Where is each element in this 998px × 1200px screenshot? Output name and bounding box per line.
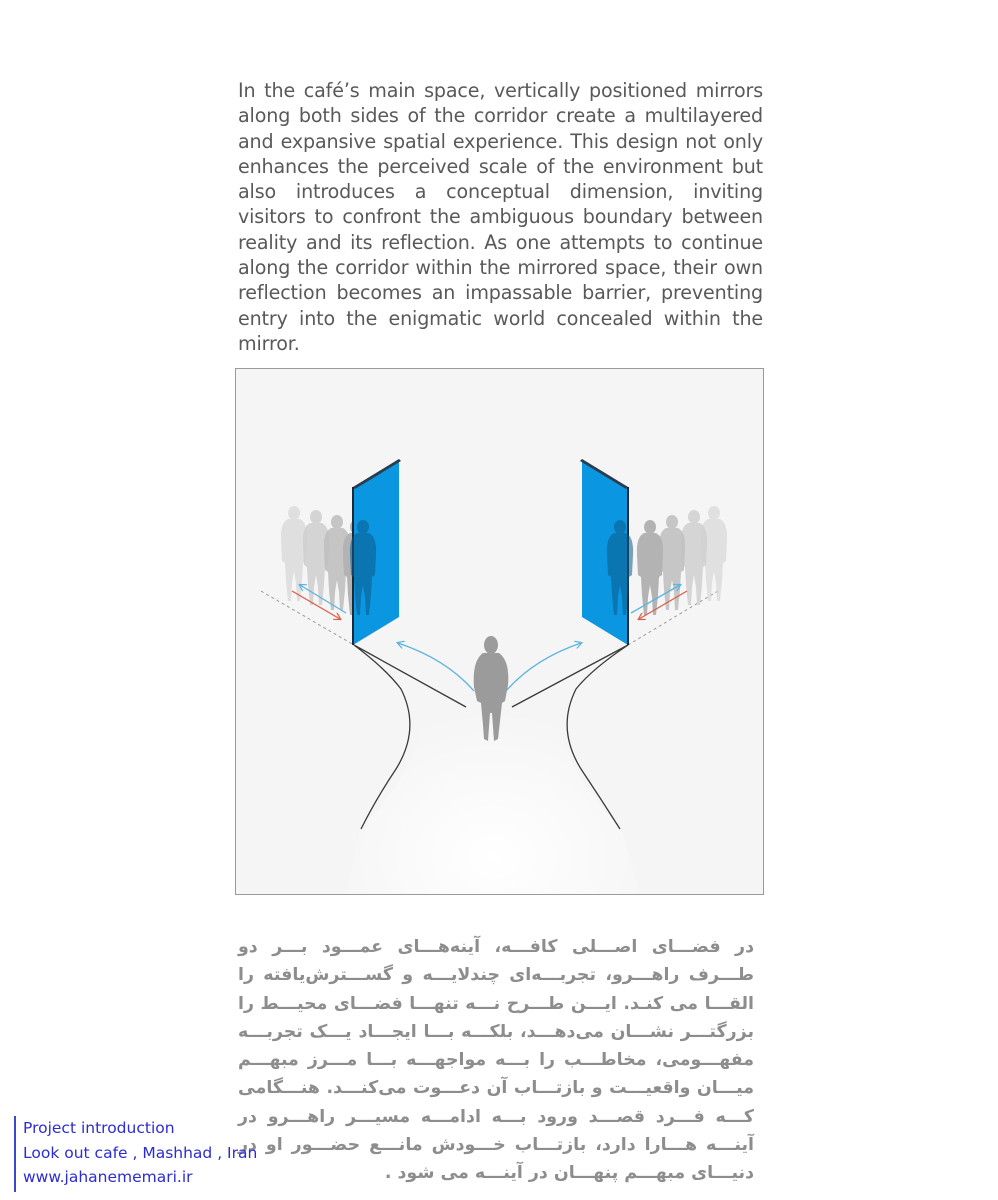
- credits-block: [14, 1116, 257, 1192]
- credits-project-introduction: Project introduction: [23, 1119, 175, 1137]
- reflection-figures-right: [637, 506, 727, 615]
- mirror-corridor-diagram: [235, 368, 764, 895]
- credits-project-location: Look out cafe , Mashhad , Iran: [23, 1143, 258, 1162]
- mirror-left: [350, 459, 401, 645]
- persian-description: در فضـــای اصـــلی کافـــه، آینه‌هـــای عمـــود بـــر دو طـــرف راهـــرو، تجربـــه‌ای چندلایـــه و گســـترش‌یافته را القـــا می کنـد. ایـــن طـــرح نـــه تنهـــا فضـــای محیـــط را بزرگتـــر نشـــان می‌دهـــد، بلکـــه بـــا ایجـــاد یـــک تجربـــه مفهـــومی، مخاطـــب را بـــه مواجهـــه بـــا مـــرز مبهـــم میـــان واقعیـــت و بازتـــاب آن دعـــوت می‌کنـــد. هنـــگامی کـــه فـــرد قصـــد ورود بـــه ادامـــه مسیـــر راهـــرو در آینـــه هـــارا دارد، بازتـــاب خـــودش مانـــع حضـــور او در دنیـــای مبهـــم پنهـــان در آینـــه می شود .: [238, 937, 754, 1184]
- credits-website-link[interactable]: www.jahanememari.ir: [23, 1168, 193, 1187]
- english-description: In the café’s main space, vertically positioned mirrors along both sides of the corridor create a multilayered and expansive spatial experience. This design not only enhances the perceived scale of the environment but also introduces a conceptual dimension, inviting visitors to confront the ambiguous boundary between reality and its reflection. As one attempts to continue along the corridor within the mirrored space, their own reflection becomes an impassable barrier, preventing entry into the enigmatic world concealed within the mirror.: [238, 79, 763, 355]
- mirror-right: [580, 459, 633, 645]
